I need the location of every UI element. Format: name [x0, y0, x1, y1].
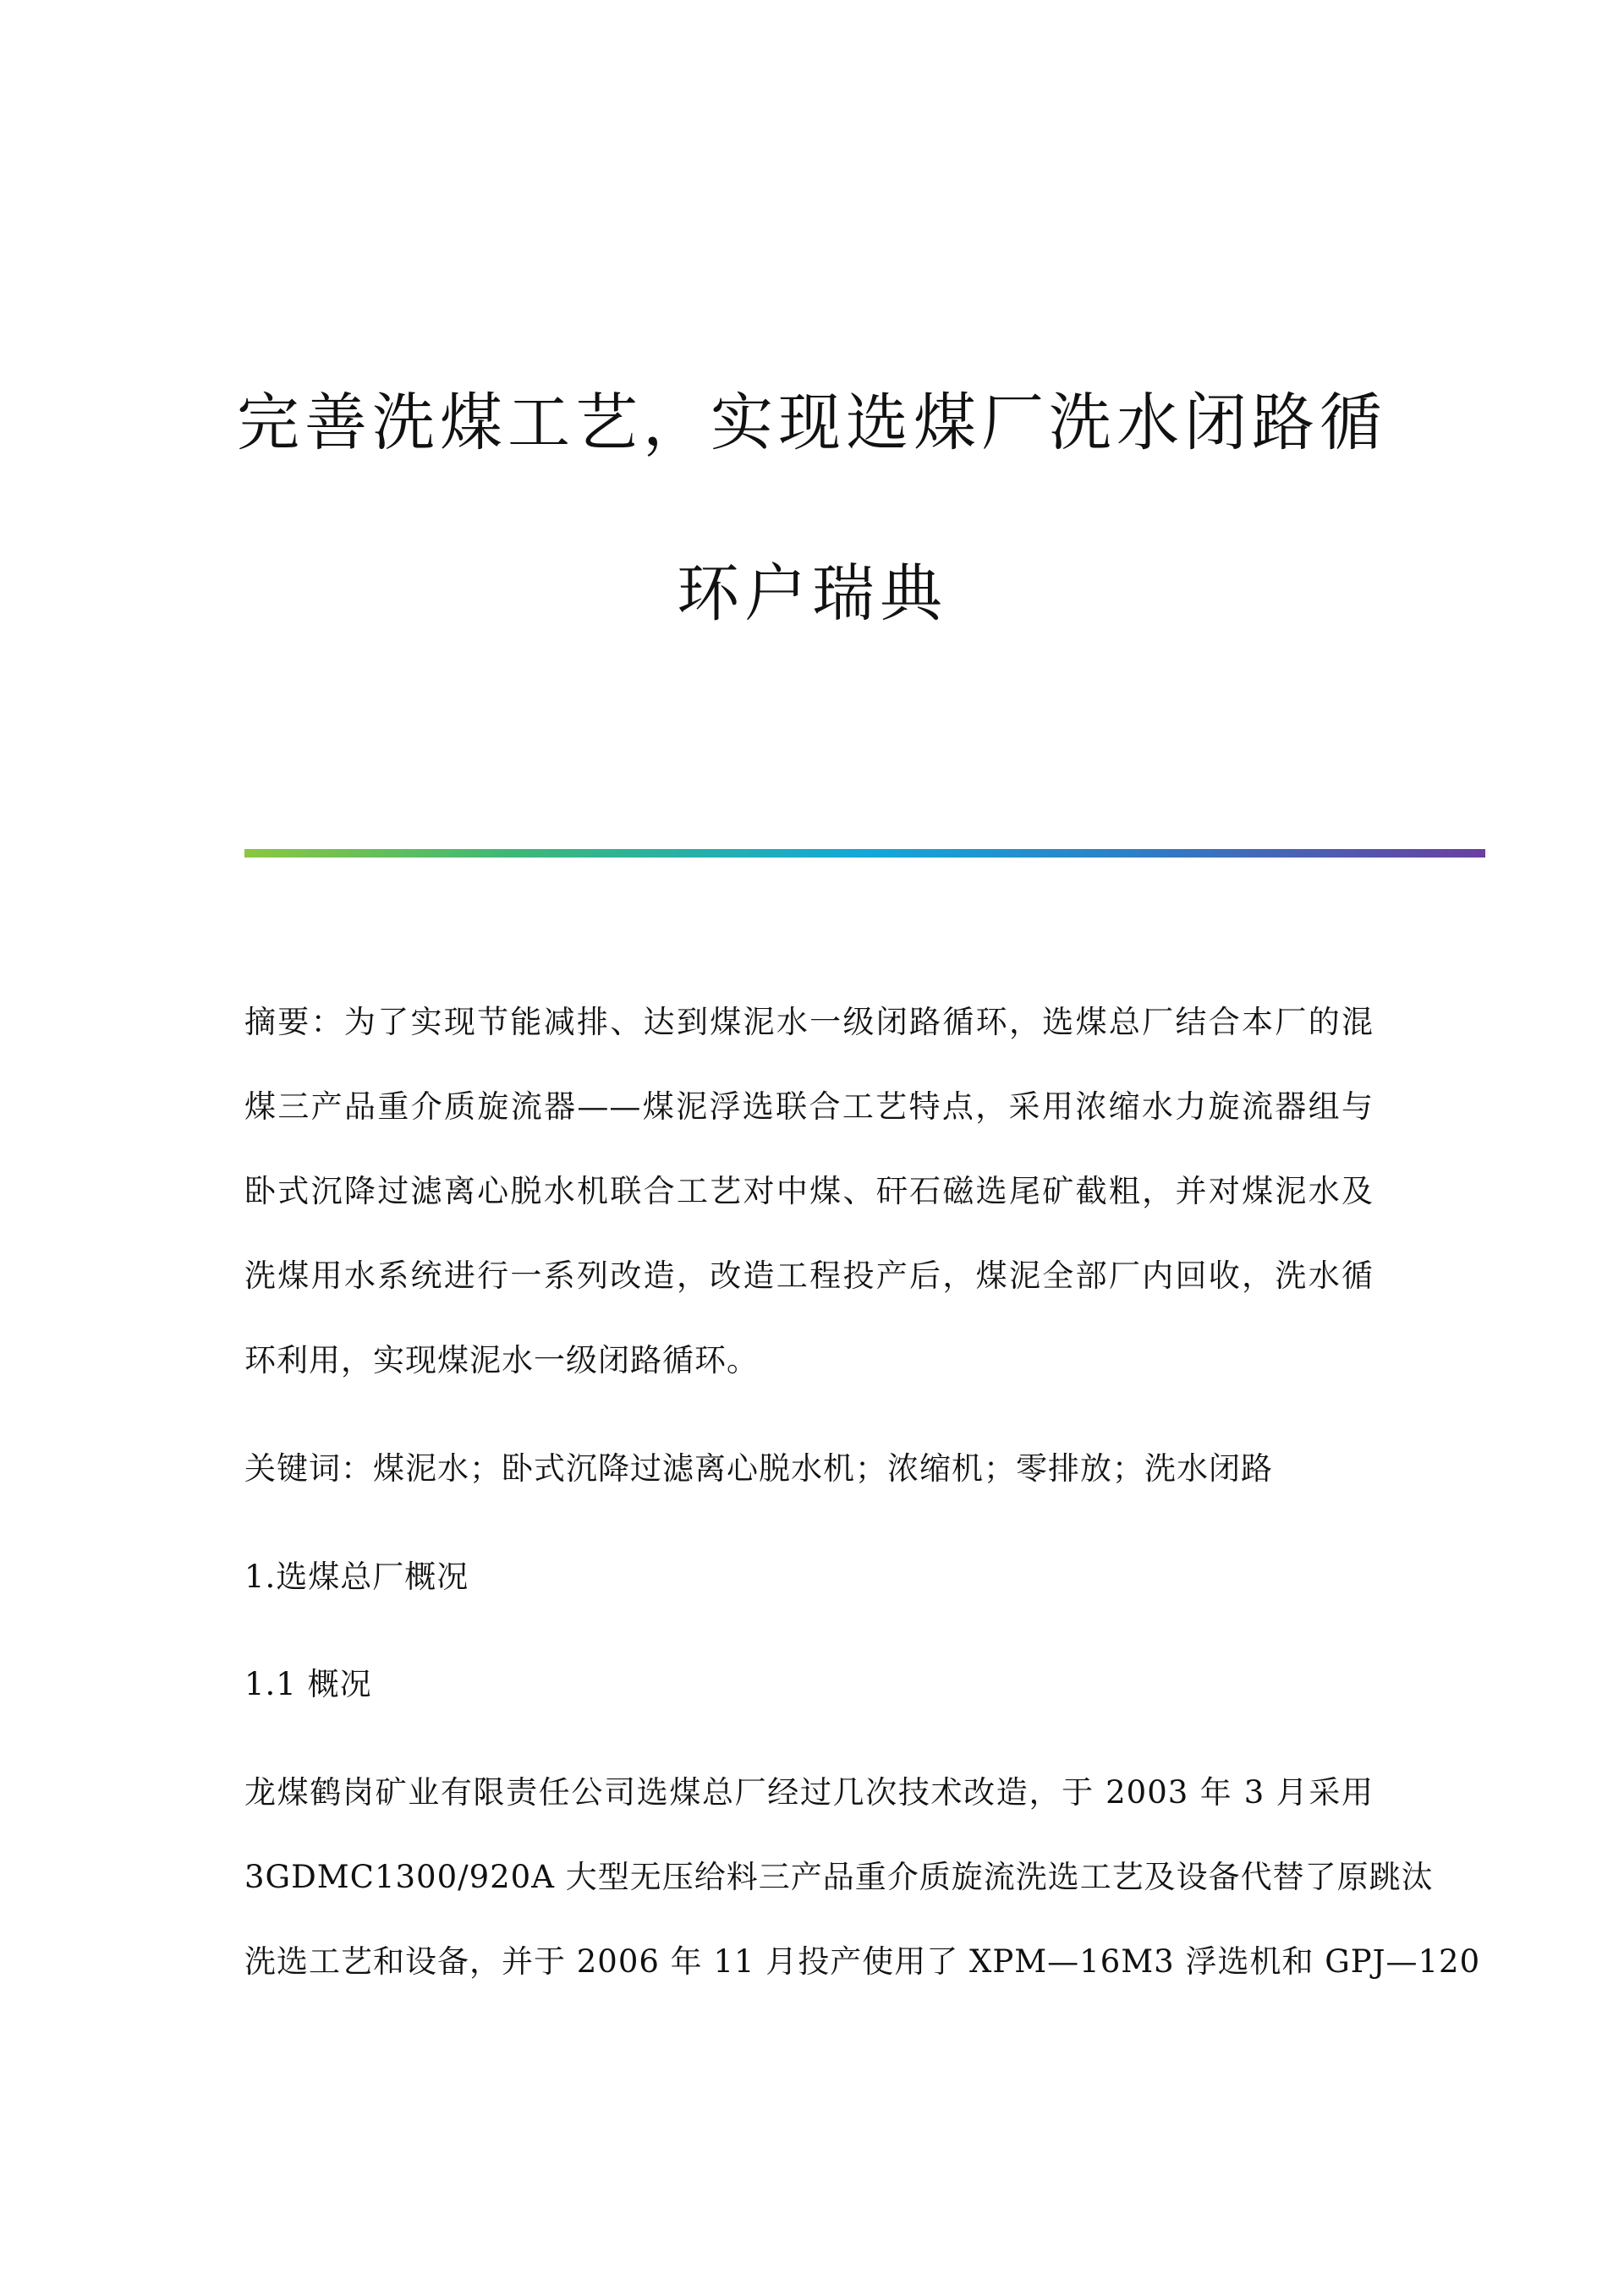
- document-title-line-2: 环户瑞典: [677, 557, 947, 630]
- document-title-line-1: 完善洗煤工艺，实现选煤厂洗水闭路循: [237, 386, 1387, 459]
- paragraph-line-2: 3GDMC1300/920A 大型无压给料三产品重介质旋流洗选工艺及设备代替了原跳汰: [244, 1859, 1434, 1895]
- paragraph-line-1: 龙煤鹤岗矿业有限责任公司选煤总厂经过几次技术改造，于 2003 年 3 月采用: [244, 1774, 1374, 1811]
- abstract-line-5: 环利用，实现煤泥水一级闭路循环。: [244, 1342, 759, 1378]
- section-subheading-1-1: 1.1 概况: [244, 1666, 372, 1702]
- keywords-line: 关键词：煤泥水；卧式沉降过滤离心脱水机；浓缩机；零排放；洗水闭路: [244, 1450, 1273, 1487]
- paragraph-line-3: 洗选工艺和设备，并于 2006 年 11 月投产使用了 XPM—16M3 浮选机和 GPJ—120: [244, 1943, 1481, 1980]
- section-heading-1: 1.选煤总厂概况: [244, 1559, 469, 1595]
- abstract-line-3: 卧式沉降过滤离心脱水机联合工艺对中煤、矸石磁选尾矿截粗，并对煤泥水及: [244, 1173, 1374, 1209]
- abstract-line-2: 煤三产品重介质旋流器——煤泥浮选联合工艺特点，采用浓缩水力旋流器组与: [244, 1088, 1374, 1125]
- abstract-line-1: 摘要：为了实现节能减排、达到煤泥水一级闭路循环，选煤总厂结合本厂的混: [244, 1004, 1374, 1040]
- abstract-line-4: 洗煤用水系统进行一系列改造，改造工程投产后，煤泥全部厂内回收，洗水循: [244, 1258, 1374, 1294]
- title-divider-gradient-rule: [244, 849, 1485, 858]
